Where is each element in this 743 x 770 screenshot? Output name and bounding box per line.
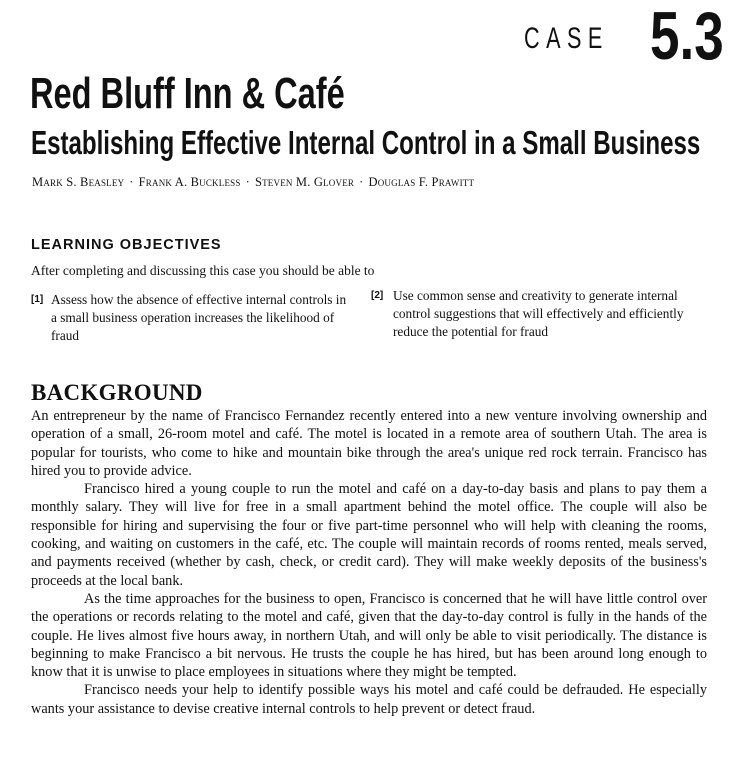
objective-number: [2]: [371, 290, 384, 301]
author-list: [32, 175, 474, 190]
author-separator: ·: [129, 175, 134, 189]
body-paragraph: Francisco needs your help to identify possible ways his motel and café could be defrauded. He especially wants your assistance to devise creative internal controls to help prevent or detect fraud.: [31, 682, 707, 717]
learning-objective-1: [31, 291, 351, 345]
body-paragraph: As the time approaches for the business to open, Francisco is concerned that he will have little control over the operations or records relating to the motel and café, given that the day-to-day control is fully in the hands of the couple. He lives almost five hours away, in northern Utah, and will only be able to visit periodically. The distance is beginning to make Francisco a bit nervous. He trusts the couple he has hired, but has been around long enough to know that it is unwise to place employees in situations where they might be tempted.: [31, 590, 707, 681]
learning-objective-2: [371, 287, 696, 341]
case-number: 5.3: [650, 0, 724, 74]
author-name: Douglas F. Prawitt: [368, 175, 475, 189]
objective-text: Assess how the absence of effective internal controls in a small business operation increases the likelihood of fraud: [51, 292, 347, 343]
body-paragraph: An entrepreneur by the name of Francisco Fernandez recently entered into a new venture involving ownership and operation of a small, 26-room motel and café. The motel is located in a remote area of southern Utah. The area is popular for tourists, who come to hike and mountain bike through the area's unique red rock terrain. Francisco has hired you to provide advice.: [31, 408, 707, 479]
objective-text: Use common sense and creativity to generate internal control suggestions that will effectively and efficiently reduce the potential for fraud: [393, 288, 684, 339]
background-body: [31, 407, 707, 718]
case-label: CASE: [524, 22, 609, 55]
author-name: Steven M. Glover: [254, 175, 355, 189]
background-heading: BACKGROUND: [31, 380, 203, 405]
author-separator: ·: [359, 175, 364, 189]
body-paragraph: Francisco hired a young couple to run the motel and café on a day-to-day basis and plans to pay them a monthly salary. They will live for free in a small apartment behind the motel office. The couple will also be responsible for hiring and supervising the four or five part-time personnel who will help with cleaning the rooms, cooking, and waiting on customers in the café, etc. The couple will maintain records of rooms rented, meals served, and payments received (whether by cash, check, or credit card). They will make weekly deposits of the business's proceeds at the local bank.: [31, 481, 707, 589]
author-name: Mark S. Beasley: [32, 175, 125, 189]
objective-number: [1]: [31, 294, 44, 305]
learning-objectives-intro: After completing and discussing this case you should be able to: [31, 263, 375, 278]
case-subtitle: Establishing Effective Internal Control in a Small Business: [31, 124, 701, 161]
author-separator: ·: [245, 175, 250, 189]
case-title: Red Bluff Inn & Café: [30, 69, 345, 118]
learning-objectives-heading: LEARNING OBJECTIVES: [31, 237, 222, 253]
author-name: Frank A. Buckless: [138, 175, 241, 189]
